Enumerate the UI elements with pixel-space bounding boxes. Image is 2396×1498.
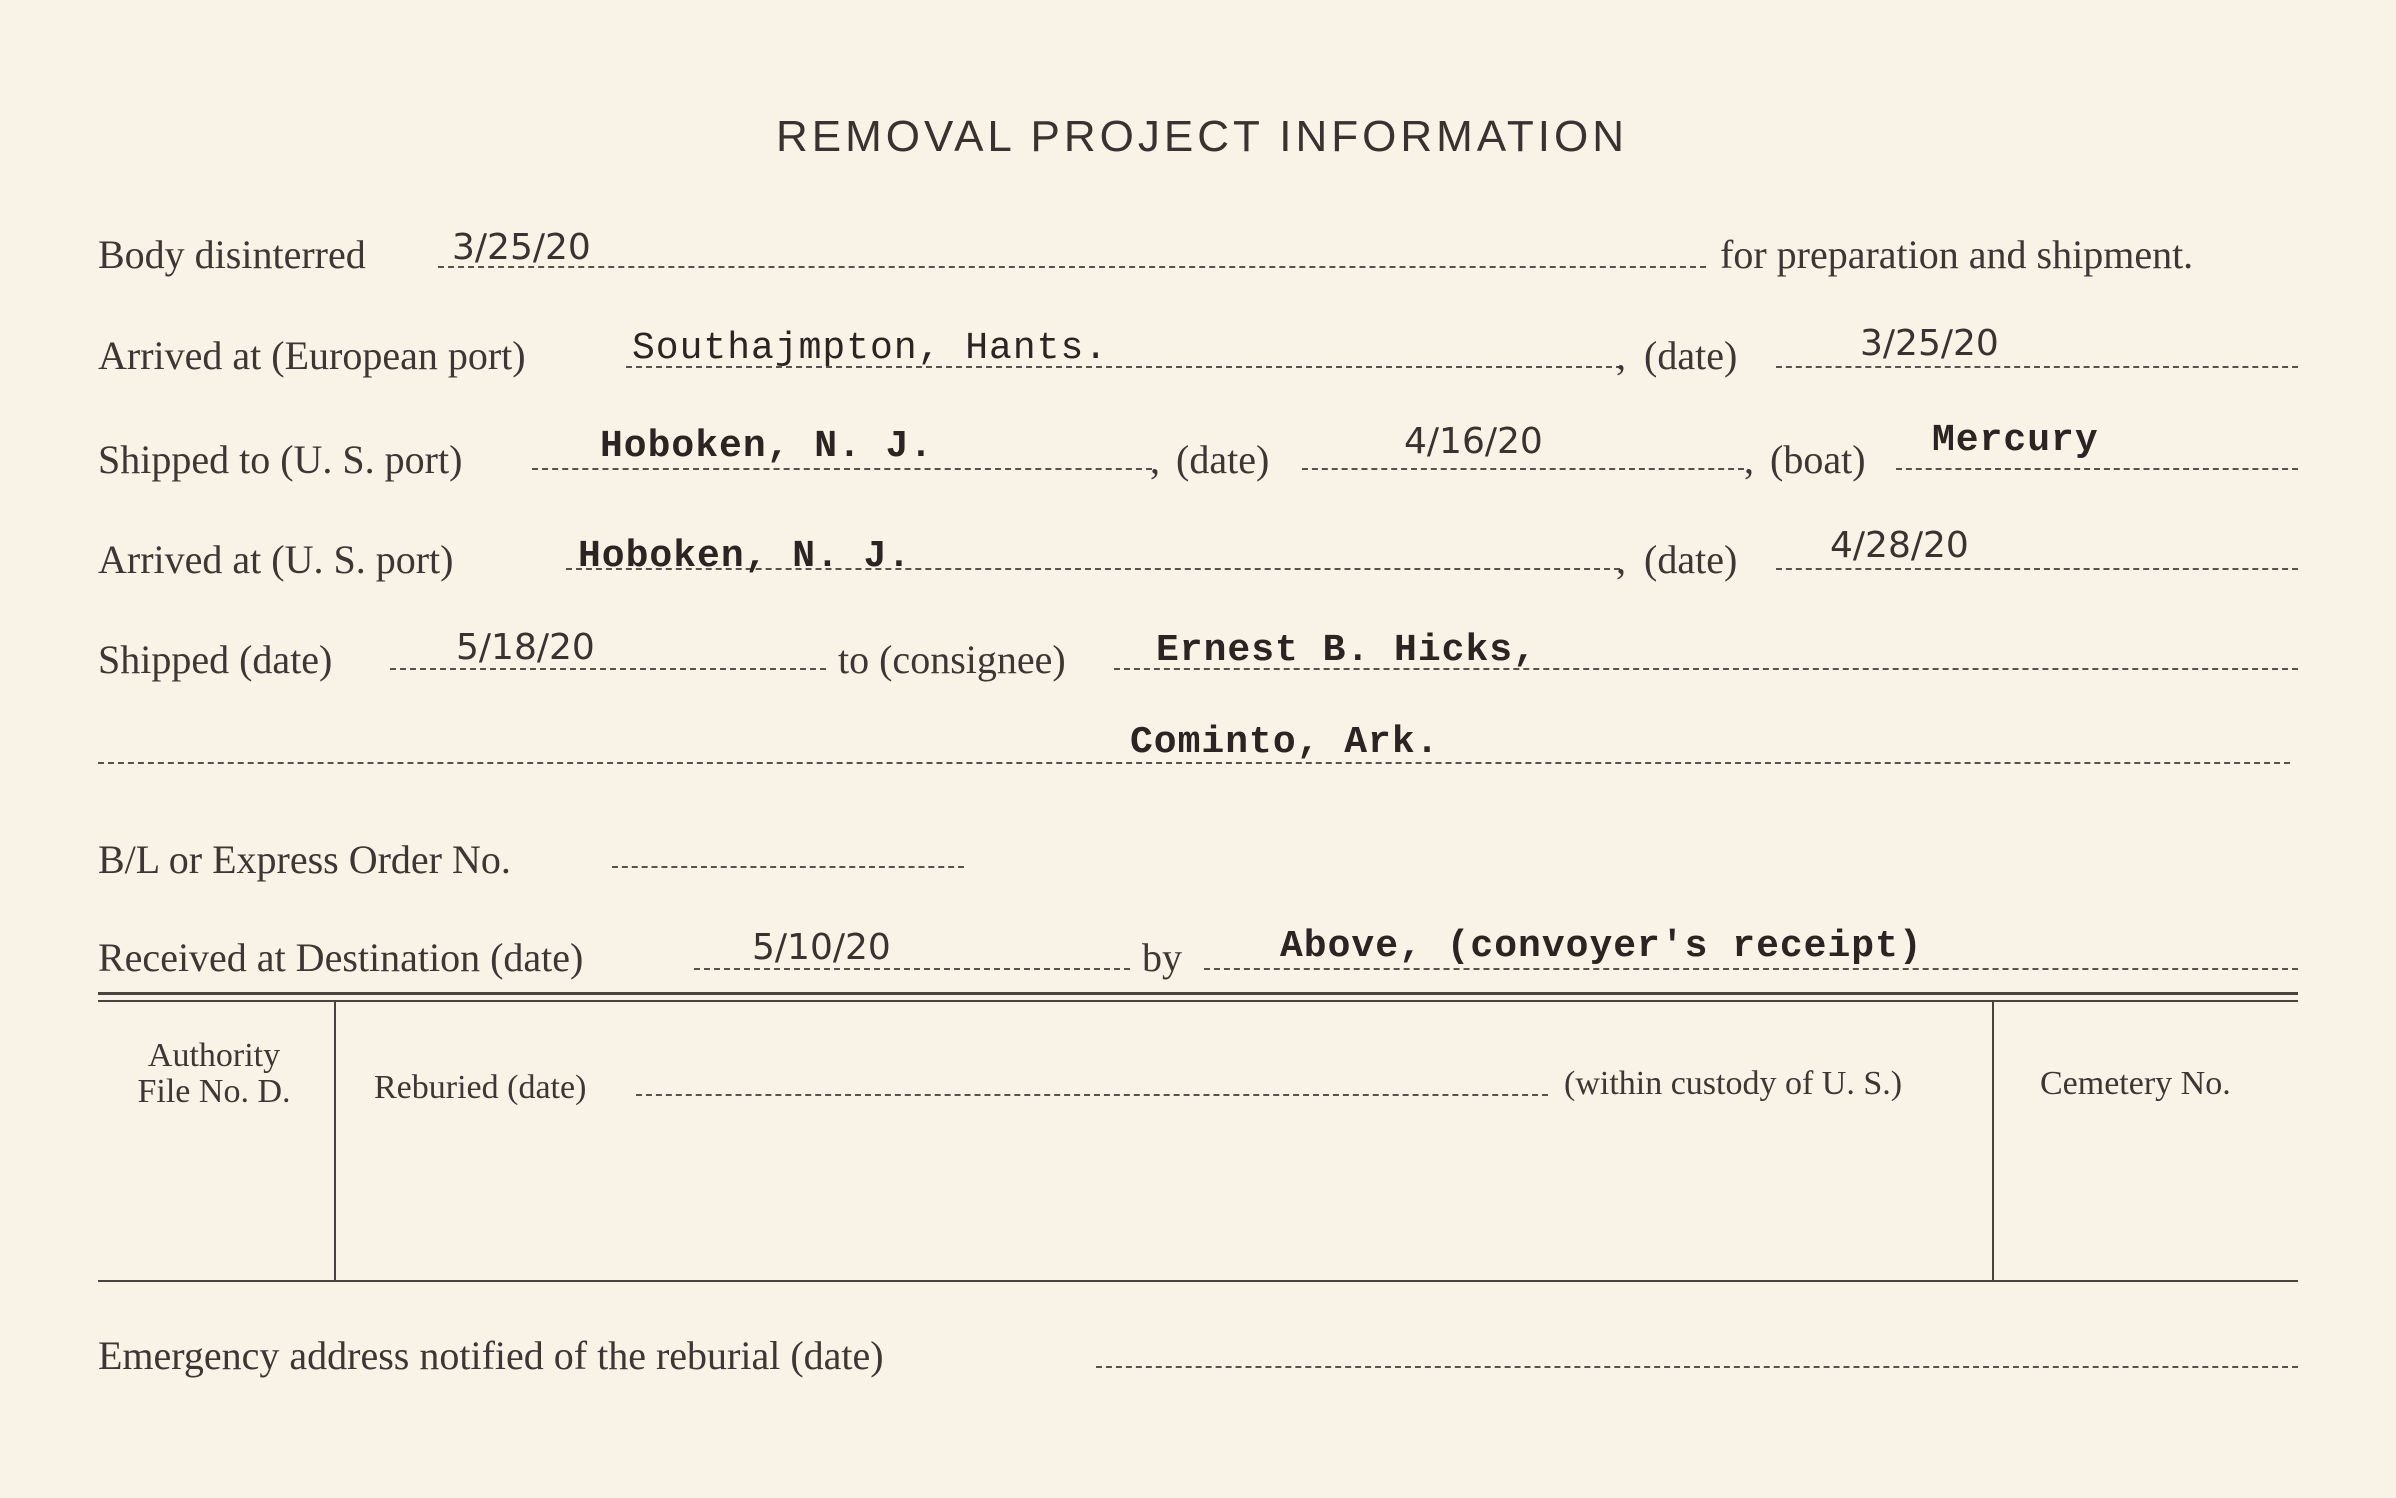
shipped-date-value: 5/18/20 (456, 627, 595, 668)
shipped-us-port-date-label: (date) (1176, 437, 1270, 482)
bl-express-label: B/L or Express Order No. (98, 837, 511, 882)
table-divider-right (1992, 1002, 1994, 1280)
european-port-date-line (1776, 366, 2298, 368)
boat-line (1896, 468, 2298, 470)
table-top-rule (98, 992, 2298, 995)
shipped-to-us-port-label: Shipped to (U. S. port) (98, 437, 463, 482)
body-disinterred-label: Body disinterred (98, 232, 366, 277)
shipped-us-port-value: Hoboken, N. J. (600, 425, 934, 468)
body-disinterred-line (438, 266, 1706, 268)
received-destination-label: Received at Destination (date) (98, 935, 584, 980)
consignee-name: Ernest B. Hicks, (1156, 629, 1537, 672)
table-bottom-rule (98, 1280, 2298, 1282)
shipped-us-port-line (532, 468, 1152, 470)
arrived-us-port-date: 4/28/20 (1830, 525, 1969, 566)
for-preparation-label: for preparation and shipment. (1720, 232, 2194, 277)
to-consignee-label: to (consignee) (838, 637, 1066, 682)
received-by-value: Above, (convoyer's receipt) (1280, 925, 1923, 968)
arrived-us-port-comma: , (1616, 537, 1626, 582)
consignee-address: Cominto, Ark. (1130, 721, 1440, 764)
received-by-line (1204, 968, 2298, 970)
arrived-us-port-label: Arrived at (U. S. port) (98, 537, 454, 582)
arrived-us-port-value: Hoboken, N. J. (578, 535, 912, 578)
shipped-date-label: Shipped (date) (98, 637, 333, 682)
table-top-rule-second (98, 1000, 2298, 1002)
shipped-us-port-date-line (1302, 468, 1744, 470)
shipped-us-port-date: 4/16/20 (1404, 421, 1543, 462)
bl-express-line (612, 866, 964, 868)
received-by-label: by (1142, 935, 1182, 980)
european-port-date-label: (date) (1644, 333, 1738, 378)
reburied-date-line (636, 1094, 1548, 1096)
boat-value: Mercury (1932, 419, 2099, 462)
european-port-date: 3/25/20 (1860, 323, 1999, 364)
received-date-value: 5/10/20 (752, 927, 891, 968)
body-disinterred-date: 3/25/20 (452, 227, 591, 268)
card-title: REMOVAL PROJECT INFORMATION (776, 112, 1628, 161)
reburied-date-label: Reburied (date) (374, 1069, 587, 1106)
arrived-us-port-date-line (1776, 568, 2298, 570)
european-port-comma: , (1616, 333, 1626, 378)
received-date-line (694, 968, 1130, 970)
boat-label: (boat) (1770, 437, 1866, 482)
shipped-date-line (390, 668, 826, 670)
emergency-date-line (1096, 1366, 2298, 1368)
cemetery-no-label: Cemetery No. (2040, 1065, 2231, 1102)
european-port-value: Southajmpton, Hants. (632, 327, 1109, 370)
emergency-address-label: Emergency address notified of the reburial (date) (98, 1333, 884, 1378)
table-divider-left (334, 1002, 336, 1280)
authority-file-label: Authority File No. D. (137, 1037, 291, 1110)
boat-comma: , (1744, 437, 1754, 482)
within-custody-label: (within custody of U. S.) (1564, 1065, 1903, 1102)
arrived-european-port-label: Arrived at (European port) (98, 333, 526, 378)
shipped-us-port-comma: , (1150, 437, 1160, 482)
arrived-us-port-date-label: (date) (1644, 537, 1738, 582)
